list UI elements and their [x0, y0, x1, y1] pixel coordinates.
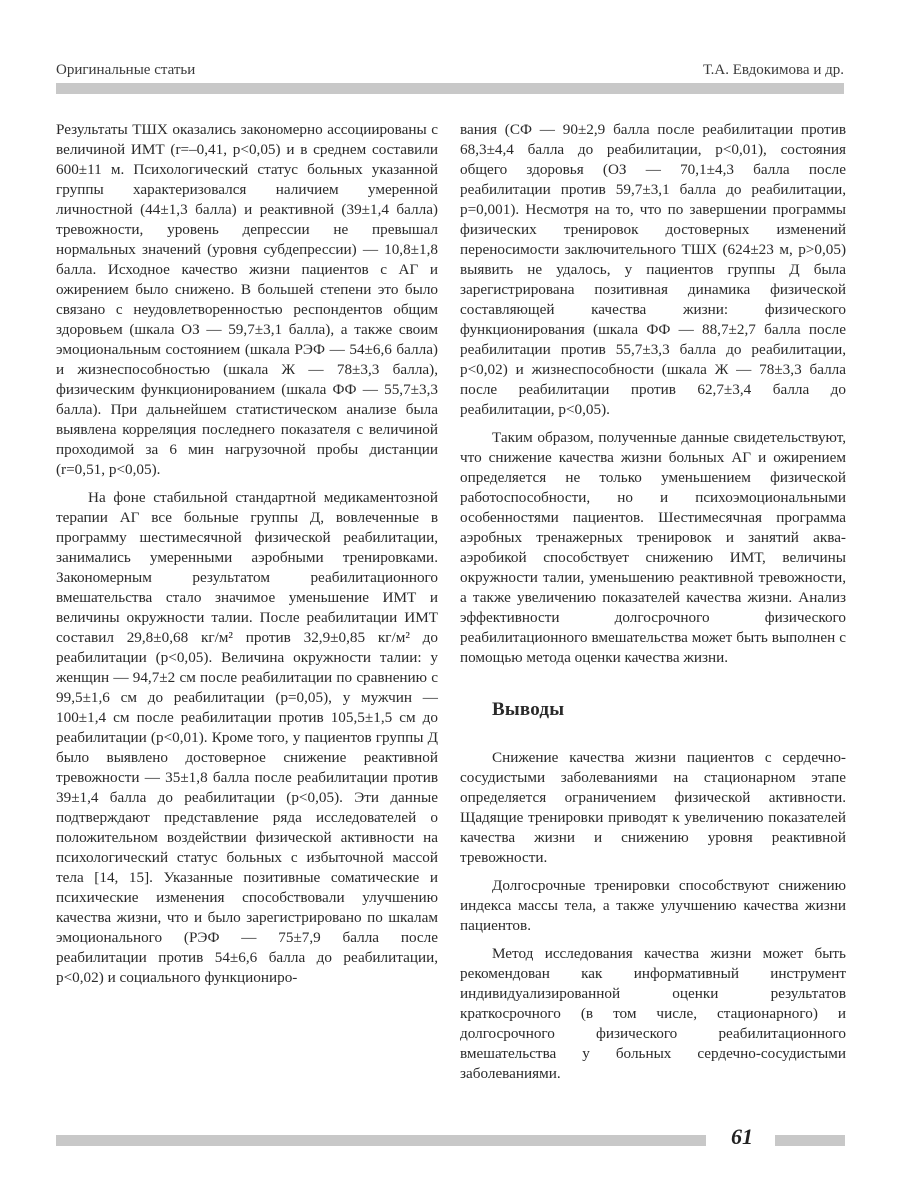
summary-paragraph: Таким образом, полученные данные свидетельствуют, что снижение качества жизни больных АГ и ожирением определяется не только уменьшением физической работоспособности, но и психоэмоциональными особенностями пациентов. Шестимесячная программа аэробных тренажерных тренировок и занятий аква-аэробикой способствует снижению ИМТ, величины окружности талии, уменьшению реактивной тревожности, а также увеличению показателей качества жизни. Анализ эффективности долгосрочного физического реабилитационного вмешательства может быть выполнен с помощью метода оценки качества жизни. — [460, 429, 846, 666]
left-column — [56, 120, 438, 988]
conclusion-3: Метод исследования качества жизни может быть рекомендован как информативный инструмент индивидуализированной оценки результатов краткосрочного (в том числе, стационарного) и долгосрочного физического реабилитационного вмешательства у больных сердечно-сосудистыми заболеваниями. — [460, 945, 846, 1082]
footer-rule-left — [56, 1135, 706, 1146]
footer-rule-right — [775, 1135, 845, 1146]
conclusion-2: Долгосрочные тренировки способствуют снижению индекса массы тела, а также улучшению качества жизни пациентов. — [460, 877, 846, 934]
results-paragraph: Результаты ТШХ оказались закономерно ассоциированы с величиной ИМТ (r=–0,41, p<0,05) и в среднем составили 600±11 м. Психологический статус больных указанной группы характеризовался наличием умеренной личностной (44±1,3 балла) и реактивной (39±1,4 балла) тревожности, уровень депрессии не превышал нормальных значений (уровня субдепрессии) — 10,8±1,8 балла. Исходное качество жизни пациентов с АГ и ожирением было снижено. В большей степени это было связано с неудовлетворенностью респондентов общим здоровьем (шкала ОЗ — 59,7±3,1 балла), а также своим эмоциональным состоянием (шкала РЭФ — 54±6,6 балла) и жизнеспособностью (шкала Ж — 78±3,3 балла), физическим функционированием (шкала ФФ — 55,7±3,3 балла). При дальнейшем статистическом анализе была выявлена корреляция последнего показателя с величиной проходимой за 6 мин нагрузочной пробы дистанции (r=0,51, p<0,05). — [56, 121, 438, 478]
therapy-paragraph: На фоне стабильной стандартной медикаментозной терапии АГ все больные группы Д, вовлеченные в программу шестимесячной физической реабилитации, занимались умеренными аэробными тренировками. Закономерным результатом реабилитационного вмешательства стало значимое уменьшение ИМТ и величины окружности талии. После реабилитации ИМТ составил 29,8±0,68 кг/м² против 32,9±0,85 кг/м² до реабилитации (p<0,05). Величина окружности талии: у женщин — 94,7±2 см после реабилитации по сравнению с 99,5±1,6 см до реабилитации (p=0,05), у мужчин — 100±1,4 см после реабилитации против 105,5±1,5 см до реабилитации (p<0,01). Кроме того, у пациентов группы Д было выявлено достоверное снижение реактивной тревожности — 35±1,8 балла после реабилитации против 39±1,4 балла до реабилитации (p<0,05). Эти данные подтверждают представление ряда исследователей о положительном воздействии физической активности на психологический статус больных с избыточной массой тела [14, 15]. Указанные позитивные соматические и психические изменения способствовали улучшению качества жизни, что и было зарегистрировано по шкалам эмоционального (РЭФ — 75±7,9 балла после реабилитации против 54±6,6 балла до реабилитации, p<0,02) и социального функциониро- — [56, 489, 438, 986]
right-column — [460, 120, 846, 1084]
header-rule — [56, 83, 844, 94]
page-number: 61 — [731, 1124, 753, 1149]
continued-paragraph: вания (СФ — 90±2,9 балла после реабилитации против 68,3±4,4 балла до реабилитации, p<0,01), состояния общего здоровья (ОЗ — 70,1±4,3 балла после реабилитации против 59,7±3,1 балла до реабилитации, p=0,001). Несмотря на то, что по завершении программы физических тренировок достоверных изменений переносимости заключительного ТШХ (624±23 м, p>0,05) выявить не удалось, у пациентов группы Д была зарегистрирована позитивная динамика физической составляющей качества жизни: физического функционирования (шкала ФФ — 88,7±2,7 балла после реабилитации против 55,7±3,3 балла до реабилитации, p<0,02) и жизнеспособности (шкала Ж — 78±3,3 балла после реабилитации против 62,7±3,4 балла до реабилитации, p<0,05). — [460, 121, 846, 418]
running-header-section: Оригинальные статьи — [56, 62, 196, 78]
conclusions-heading: Выводы — [492, 699, 565, 720]
conclusion-1: Снижение качества жизни пациентов с сердечно-сосудистыми заболеваниями на стационарном этапе определяется ограничением физической активности. Щадящие тренировки приводят к увеличению показателей качества жизни и снижению уровня реактивной тревожности. — [460, 749, 846, 866]
running-header-authors: Т.А. Евдокимова и др. — [702, 62, 844, 78]
